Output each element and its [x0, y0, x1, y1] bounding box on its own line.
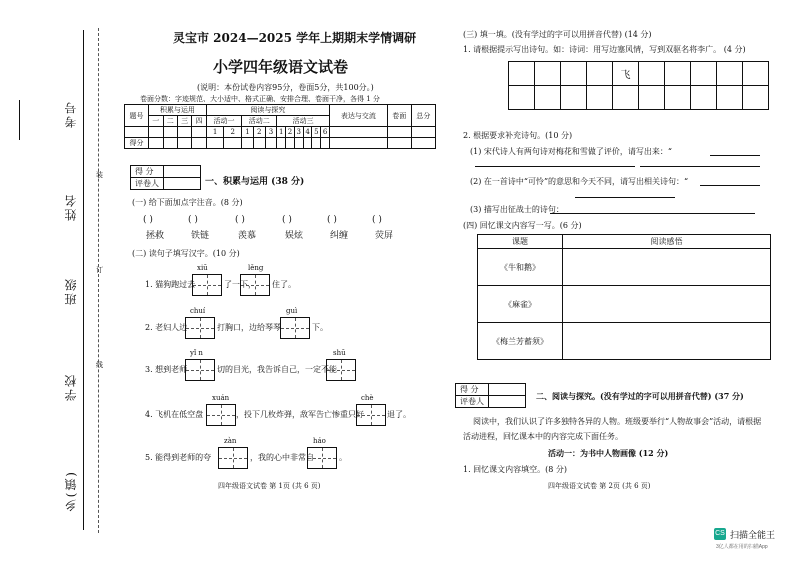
q2-title: (二) 读句子填写汉字。(10 分) [132, 249, 240, 258]
score-sub: 三 [177, 116, 191, 127]
score-num: 4 [303, 127, 312, 138]
score-cell[interactable] [224, 138, 242, 149]
score-cell[interactable] [177, 138, 191, 149]
pinyin: shū [333, 349, 346, 357]
sentence-text: 打胸口，边给琴琴 [217, 323, 281, 332]
s3-q2-item: (3) 描写出征战士的诗句： [470, 205, 564, 214]
exam-title: 灵宝市 2024—2025 学年上期期末学情调研 [173, 31, 417, 45]
neat-note: 卷面分数：字迹规范、大小适中、格式正确、安排合理、卷面干净，各得 1 分 [140, 95, 380, 103]
score-group: 卷面 [387, 105, 411, 127]
pinyin: lěng [248, 264, 264, 272]
sentence-text: ，投下几枚炸弹，敌军告亡惨重只好 [236, 410, 364, 419]
table-answer-cell[interactable] [563, 286, 771, 323]
scanner-tagline: 3亿人都在用的扫描App [716, 544, 768, 550]
score-sub: 二 [163, 116, 177, 127]
grid-char: 飞 [613, 62, 639, 86]
sentence-text: 。 [339, 453, 347, 462]
sentence-text: 了一下， [224, 280, 256, 289]
answer-grid[interactable] [508, 61, 769, 110]
pinyin: xuán [212, 394, 230, 402]
grade-score-cell[interactable] [489, 384, 526, 396]
grade-grader-cell[interactable] [164, 178, 201, 190]
score-cell[interactable] [277, 138, 286, 149]
pinyin: yǐ n [190, 349, 203, 357]
score-num: 2 [286, 127, 295, 138]
score-num: 1 [277, 127, 286, 138]
char-box[interactable] [307, 447, 337, 469]
answer-line[interactable] [640, 166, 760, 167]
table-row-title: 《麻雀》 [478, 286, 563, 323]
s3-q2-item: (1) 宋代诗人有两句诗对梅花和雪做了评价，请写出来：“ [470, 147, 672, 156]
table-header: 阅读感悟 [563, 235, 771, 249]
scanner-name: 扫描全能王 [730, 530, 776, 540]
answer-line[interactable] [710, 155, 760, 156]
pinyin-paren[interactable]: ( ) [327, 215, 337, 225]
score-cell[interactable] [303, 138, 312, 149]
grade-grader-label: 评卷人 [456, 396, 489, 408]
char-box[interactable] [356, 404, 386, 426]
scanner-logo: CS [714, 528, 726, 540]
sentence-text: 5. 能得到老师的夸 [145, 453, 212, 462]
score-cell[interactable] [192, 138, 206, 149]
s3-title: (三) 填一填。(没有学过的字可以用拼音代替) (14 分) [463, 30, 652, 39]
score-cell[interactable] [387, 138, 411, 149]
score-group: 表达与交流 [329, 105, 387, 127]
grade-grader-cell[interactable] [489, 396, 526, 408]
char-box[interactable] [192, 274, 222, 296]
margin-label-exam-no: 考号 [64, 100, 78, 128]
score-num: 2 [253, 127, 265, 138]
grade-box-2 [455, 383, 526, 408]
word: 羡慕 [238, 231, 257, 241]
margin-label-name: 姓名 [64, 193, 78, 221]
score-cell[interactable] [294, 138, 303, 149]
score-cell[interactable] [411, 138, 435, 149]
score-cell[interactable] [312, 138, 321, 149]
char-box[interactable] [185, 317, 215, 339]
s3-q1: 1. 请根据提示写出诗句。如：诗词：用写边塞风情，写到双驱名将李广。 (4 分) [463, 45, 746, 54]
activity-title: 活动一：为书中人物画像 (12 分) [548, 448, 669, 458]
score-group: 总分 [411, 105, 435, 127]
sentence-text: ，我的心中非常自 [250, 453, 314, 462]
last-question: 1. 回忆课文内容填空。(8 分) [463, 465, 568, 474]
pinyin-paren[interactable]: ( ) [282, 215, 292, 225]
word: 纠缠 [330, 231, 349, 241]
page-footer-1: 四年级语文试卷 第 1页 (共 6 页) [218, 482, 321, 490]
section2-title: 二、阅读与探究。(没有学过的字可以用拼音代替) (37 分) [536, 391, 744, 401]
binding-char: 装 [96, 171, 103, 179]
table-answer-cell[interactable] [563, 249, 771, 286]
score-cell[interactable] [286, 138, 295, 149]
subject-title: 小学四年级语文试卷 [213, 58, 349, 76]
answer-line[interactable] [700, 185, 760, 186]
score-cell[interactable] [163, 138, 177, 149]
page-footer-2: 四年级语文试卷 第 2页 (共 6 页) [548, 482, 651, 490]
grade-box-1 [130, 165, 201, 190]
pinyin: zàn [224, 437, 237, 445]
score-num: 3 [265, 127, 277, 138]
pinyin-paren[interactable]: ( ) [188, 215, 198, 225]
binding-char: 线 [96, 361, 103, 369]
answer-line[interactable] [550, 213, 755, 214]
sentence-text: 1. 猫狗跑过去 [145, 280, 196, 289]
score-group: 阅读与探究 [206, 105, 329, 116]
answer-line[interactable] [475, 166, 635, 167]
pinyin: háo [313, 437, 326, 445]
grade-score-cell[interactable] [164, 166, 201, 178]
word: 娱炫 [285, 231, 304, 241]
margin-label-class: 班级 [64, 277, 78, 305]
sentence-text: 4. 飞机在低空盘 [145, 410, 204, 419]
reading-table [477, 234, 771, 360]
sentence-text: 2. 老妇人边 [145, 323, 188, 332]
score-table [124, 104, 436, 149]
char-box[interactable] [326, 359, 356, 381]
score-header-label: 题号 [125, 105, 149, 127]
pinyin: guì [286, 307, 298, 315]
score-num: 6 [321, 127, 330, 138]
score-cell[interactable] [242, 138, 254, 149]
s3-q2-item: (2) 在一首诗中“可怜”的意思和今天不同，请写出相关诗句：“ [470, 177, 689, 186]
instructions: (说明：本份试卷内容95分，卷面5分，共100分。) [197, 83, 374, 92]
grade-grader-label: 评卷人 [131, 178, 164, 190]
score-sub: 一 [149, 116, 163, 127]
margin-label-school: 学校 [64, 373, 78, 401]
q1-title: (一) 给下面加点字注音。(8 分) [132, 198, 243, 207]
char-box[interactable] [185, 359, 215, 381]
sentence-text: 下。 [312, 323, 328, 332]
table-header: 课题 [478, 235, 563, 249]
table-row-title: 《牛和鹅》 [478, 249, 563, 286]
word: 铁链 [191, 231, 210, 241]
char-box[interactable] [218, 447, 248, 469]
answer-line[interactable] [575, 197, 675, 198]
score-num: 1 [206, 127, 224, 138]
word: 拯救 [146, 231, 165, 241]
sentence-text: 住了。 [272, 280, 296, 289]
score-activity: 活动三 [277, 116, 330, 127]
table-row-title: 《梅兰芳蓄须》 [478, 323, 563, 360]
score-cell[interactable] [321, 138, 330, 149]
word: 荧屏 [375, 231, 394, 241]
sentence-text: 退了。 [387, 410, 411, 419]
s4-title: (四) 回忆课文内容写一写。(6 分) [463, 221, 582, 230]
pinyin-paren[interactable]: ( ) [235, 215, 245, 225]
section1-title: 一、积累与运用 (38 分) [205, 177, 305, 187]
score-num: 2 [224, 127, 242, 138]
score-sub: 四 [192, 116, 206, 127]
pinyin: xiū [197, 264, 208, 272]
score-cell[interactable] [253, 138, 265, 149]
s3-q2: 2. 根据要求补充诗句。(10 分) [463, 131, 573, 140]
margin-label-town: 乡(镇) [64, 470, 78, 512]
section2-intro: 阅读中，我们认识了许多独特各异的人物。班级要举行“人物故事会”活动，请根据 [473, 417, 762, 426]
score-activity: 活动二 [242, 116, 277, 127]
binding-dash-line [98, 28, 99, 533]
score-cell[interactable] [329, 138, 387, 149]
score-num: 3 [294, 127, 303, 138]
pinyin: chuí [190, 307, 206, 315]
score-cell[interactable] [149, 138, 163, 149]
grade-score-label: 得 分 [131, 166, 164, 178]
grade-score-label: 得 分 [456, 384, 489, 396]
char-box[interactable] [206, 404, 236, 426]
section2-intro: 活动进程，回忆课本中的内容完成下面任务。 [463, 432, 623, 441]
score-cell[interactable] [206, 138, 224, 149]
score-num: 5 [312, 127, 321, 138]
score-activity: 活动一 [206, 116, 241, 127]
table-answer-cell[interactable] [563, 323, 771, 360]
sentence-text: 3. 想到老师 [145, 365, 188, 374]
margin-write-line [83, 30, 84, 530]
binding-char: 订 [96, 266, 103, 274]
char-box[interactable] [280, 317, 310, 339]
pinyin-paren[interactable]: ( ) [143, 215, 153, 225]
score-num: 1 [242, 127, 254, 138]
char-box[interactable] [240, 274, 270, 296]
sentence-text: 切的目光，我告诉自己，一定不能 [217, 365, 337, 374]
pinyin-paren[interactable]: ( ) [372, 215, 382, 225]
score-group: 积累与运用 [149, 105, 207, 116]
margin-line [19, 100, 20, 140]
pinyin: chè [361, 394, 374, 402]
score-row-label: 得分 [125, 138, 149, 149]
score-cell[interactable] [265, 138, 277, 149]
